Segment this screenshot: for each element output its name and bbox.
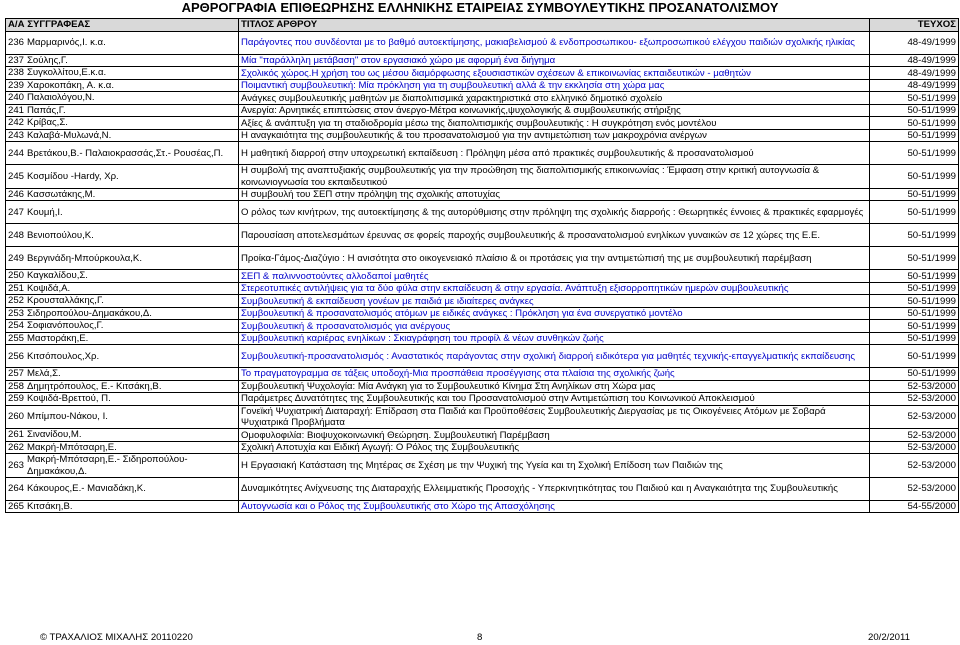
row-title: Αυτογνωσία και ο Ρόλος της Συμβουλευτικής στο Χώρο της Απασχόλησης [239, 500, 870, 512]
table-row [6, 405, 959, 429]
table-row [6, 79, 959, 91]
row-issue: 50-51/1999 [870, 345, 959, 368]
row-number-author [6, 393, 239, 405]
row-number-author [6, 282, 239, 294]
row-title: Παρουσίαση αποτελεσμάτων έρευνας σε φορείς παροχής συμβουλευτικής & προσανατολισμού ενηλίκων γυναικών σε 12 χώρες της Ε.Ε. [239, 224, 870, 247]
row-issue: 50-51/1999 [870, 104, 959, 116]
row-author: Κοσμίδου -Hardy, Χρ. [27, 170, 119, 182]
row-number-author [6, 188, 239, 200]
row-author: Κρίβας,Σ. [27, 117, 68, 129]
row-number-author [6, 307, 239, 319]
row-author: Κουμή,Ι. [27, 206, 63, 218]
row-number: 249 [8, 252, 25, 264]
table-row [6, 380, 959, 392]
row-number: 259 [8, 393, 25, 405]
page-footer [0, 632, 960, 645]
row-author: Κρουσταλλάκης,Γ. [27, 295, 104, 307]
row-issue: 48-49/1999 [870, 79, 959, 91]
row-title: Σχολικός χώρος.Η χρήση του ως μέσου διαμόρφωσης εξουσιαστικών σχέσεων & επικοινωνίας εκπαιδευτικών - μαθητών [239, 67, 870, 79]
row-title: Η Εργασιακή Κατάσταση της Μητέρας σε Σχέση με την Ψυχική της Υγεία και τη Σχολική Επίδοση των Παιδιών της [239, 454, 870, 478]
row-number-author [6, 129, 239, 141]
row-number-author [6, 79, 239, 91]
row-author: Παλαιολόγου,Ν. [27, 92, 95, 104]
row-title: Ποιμαντική συμβουλευτική: Μία πρόκληση για τη συμβουλευτική αλλά & την εκκλησία στη χώρα μας [239, 79, 870, 91]
row-number-author [6, 224, 239, 247]
row-number-author [6, 345, 239, 368]
row-author: Σοφιανόπουλος,Γ. [27, 320, 104, 332]
row-issue: 52-53/2000 [870, 429, 959, 441]
row-number: 260 [8, 411, 25, 423]
table-row [6, 129, 959, 141]
row-title: Ανεργία: Αρνητικές επιπτώσεις στον άνεργο-Μέτρα κοινωνικής,ψυχολογικής & συμβουλευτικής στήριξης [239, 104, 870, 116]
row-title: Συμβουλευτική Ψυχολογία: Μία Ανάγκη για το Συμβουλευτικό Κίνημα Στη Ανηλίκων στη Χώρα μας [239, 380, 870, 392]
table-header-row [6, 19, 959, 32]
row-author: Μελά,Σ. [27, 368, 61, 380]
row-title: ΣΕΠ & παλιννοστούντες αλλοδαποί μαθητές [239, 270, 870, 282]
row-number-author [6, 405, 239, 429]
row-number: 262 [8, 441, 25, 453]
table-row [6, 32, 959, 55]
table-row [6, 201, 959, 224]
row-number-author [6, 332, 239, 344]
row-author: Κοψιδά-Βρεττού, Π. [27, 393, 111, 405]
page-title: ΑΡΘΡΟΓΡΑΦΙΑ ΕΠΙΘΕΩΡΗΣΗΣ ΕΛΛΗΝΙΚΗΣ ΕΤΑΙΡΕΙΑΣ ΣΥΜΒΟΥΛΕΥΤΙΚΗΣ ΠΡΟΣΑΝΑΤΟΛΙΣΜΟΥ [181, 0, 779, 15]
row-issue: 50-51/1999 [870, 117, 959, 129]
table-row [6, 429, 959, 441]
table-row [6, 142, 959, 165]
row-number: 246 [8, 188, 25, 200]
row-issue: 50-51/1999 [870, 332, 959, 344]
row-author: Βρετάκου,Β.- Παλαιοκρασσάς,Στ.- Ρουσέας,Π. [27, 147, 224, 159]
row-title: Ανάγκες συμβουλευτικής μαθητών με διαπολιτισμικά χαρακτηριστικά στο ελληνικό δημοτικό σχολείο [239, 92, 870, 104]
row-number: 255 [8, 332, 25, 344]
row-issue: 50-51/1999 [870, 188, 959, 200]
row-number: 250 [8, 270, 25, 282]
table-row [6, 117, 959, 129]
row-title: Προίκα-Γάμος-Διαζύγιο : Η ανισότητα στο οικογενειακό πλαίσιο & οι προτάσεις για την αντιμετώπισή της με συμβουλευτική παρέμβαση [239, 247, 870, 270]
row-number-author [6, 67, 239, 79]
row-number-author [6, 247, 239, 270]
row-issue: 52-53/2000 [870, 380, 959, 392]
row-issue: 50-51/1999 [870, 282, 959, 294]
row-number: 247 [8, 206, 25, 218]
column-header-title: ΤΙΤΛΟΣ ΑΡΘΡΟΥ [239, 19, 870, 32]
row-title: Συμβουλευτική & προσανατολισμός ατόμων με ειδικές ανάγκες : Πρόκληση για ένα συνεργατικό μοντέλο [239, 307, 870, 319]
row-number-author [6, 201, 239, 224]
row-number: 244 [8, 147, 25, 159]
row-number: 242 [8, 117, 25, 129]
row-title: Η μαθητική διαρροή στην υποχρεωτική εκπαίδευση : Πρόληψη μέσα από πρακτικές συμβουλευτικής & προσανατολισμού [239, 142, 870, 165]
row-number-author [6, 295, 239, 307]
row-issue: 52-53/2000 [870, 405, 959, 429]
row-issue: 50-51/1999 [870, 224, 959, 247]
table-row [6, 441, 959, 453]
table-row [6, 165, 959, 189]
row-title: Η συμβουλή του ΣΕΠ στην πρόληψη της σχολικής αποτυχίας [239, 188, 870, 200]
row-title: Αξίες & ανάπτυξη για τη σταδιοδρομία μέσω της διαπολιτισμικής συμβουλευτικής : Η συγκρότηση ενός μοντέλου [239, 117, 870, 129]
row-number-author [6, 429, 239, 441]
row-number: 264 [8, 483, 25, 495]
table-row [6, 188, 959, 200]
row-number: 258 [8, 380, 25, 392]
row-author: Χαροκοπάκη, Α. κ.α. [27, 79, 114, 91]
row-number-author [6, 368, 239, 380]
row-number-author [6, 270, 239, 282]
row-author: Μακρή-Μπότσαρη,Ε.- Σιδηροπούλου-Δημακάκου,Δ. [27, 454, 188, 477]
table-row [6, 345, 959, 368]
row-issue: 52-53/2000 [870, 477, 959, 500]
row-issue: 48-49/1999 [870, 32, 959, 55]
row-issue: 52-53/2000 [870, 393, 959, 405]
row-number: 238 [8, 67, 25, 79]
row-number: 236 [8, 37, 25, 49]
row-issue: 50-51/1999 [870, 247, 959, 270]
row-number-author [6, 441, 239, 453]
row-issue: 50-51/1999 [870, 129, 959, 141]
row-author: Μαστοράκη,Ε. [27, 332, 89, 344]
row-number-author [6, 104, 239, 116]
row-number-author [6, 320, 239, 332]
row-number-author [6, 454, 239, 478]
row-author: Καγκαλίδου,Σ. [27, 270, 88, 282]
row-number-author [6, 117, 239, 129]
row-number: 251 [8, 282, 25, 294]
row-issue: 50-51/1999 [870, 307, 959, 319]
row-number: 256 [8, 350, 25, 362]
row-title: Στερεοτυπικές αντιλήψεις για τα δύο φύλα στην εκπαίδευση & στην εργασία. Ανάπτυξη εξισορροπητικών ημερών συμβουλευτικής [239, 282, 870, 294]
row-number: 253 [8, 307, 25, 319]
row-title: Συμβουλευτική & προσανατολισμός για ανέργους [239, 320, 870, 332]
row-number: 241 [8, 104, 25, 116]
row-title: Παράμετρες Δυνατότητες της Συμβουλευτικής και του Προσανατολισμού στην Αντιμετώπιση του Κοινωνικού Αποκλεισμού [239, 393, 870, 405]
row-title: Μία "παράλληλη μετάβαση" στον εργασιακό χώρο με αφορμή ένα διήγημα [239, 55, 870, 67]
row-number-author [6, 142, 239, 165]
row-number: 257 [8, 368, 25, 380]
row-title: Ο ρόλος των κινήτρων, της αυτοεκτίμησης & της αυτορύθμισης στην πρόληψη της σχολικής διαρροής : Θεωρητικές έννοιες & πρακτικές εφαρμογές [239, 201, 870, 224]
row-author: Κιτσόπουλος,Χρ. [27, 350, 100, 362]
row-number: 252 [8, 295, 25, 307]
row-number-author [6, 165, 239, 189]
row-number: 254 [8, 320, 25, 332]
table-row [6, 295, 959, 307]
footer-page-number: 8 [477, 632, 483, 643]
footer-date: 20/2/2011 [868, 632, 910, 643]
table-row [6, 270, 959, 282]
row-author: Μαρμαρινός,Ι. κ.α. [27, 37, 106, 49]
row-author: Σινανίδου,Μ. [27, 429, 82, 441]
row-author: Βεργινάδη-Μπούρκουλα,Κ. [27, 252, 142, 264]
row-issue: 48-49/1999 [870, 55, 959, 67]
row-number-author [6, 55, 239, 67]
row-number: 248 [8, 229, 25, 241]
row-number: 245 [8, 170, 25, 182]
row-title: Η αναγκαιότητα της συμβουλευτικής & του προσανατολισμού για την αντιμετώπιση των μακροχρόνια ανέργων [239, 129, 870, 141]
table-row [6, 332, 959, 344]
row-title: Η συμβολή της αναπτυξιακής συμβουλευτικής για την προώθηση της διαπολιτισμικής επικοινωνίας : Έμφαση στην κριτική αυτογνωσία & κοινωνιογνωσία του εκπαιδευτικού [239, 165, 870, 189]
row-issue: 50-51/1999 [870, 92, 959, 104]
row-issue: 48-49/1999 [870, 67, 959, 79]
row-author: Καλαβά-Μυλωνά,Ν. [27, 129, 112, 141]
table-row [6, 307, 959, 319]
row-author: Σιδηροπούλου-Δημακάκου,Δ. [27, 307, 152, 319]
row-issue: 50-51/1999 [870, 201, 959, 224]
table-row [6, 247, 959, 270]
table-row [6, 393, 959, 405]
table-row [6, 224, 959, 247]
table-row [6, 454, 959, 478]
row-author: Βενιοπούλου,Κ. [27, 229, 94, 241]
row-issue: 50-51/1999 [870, 142, 959, 165]
row-issue: 52-53/2000 [870, 454, 959, 478]
row-title: Ομοφυλοφιλία: Βιοψυχοκοινωνική Θεώρηση. Συμβουλευτική Παρέμβαση [239, 429, 870, 441]
row-issue: 50-51/1999 [870, 320, 959, 332]
row-number: 263 [8, 460, 25, 472]
row-title: Σχολική Αποτυχία και Ειδική Αγωγή: Ο Ρόλος της Συμβουλευτικής [239, 441, 870, 453]
row-author: Μακρή-Μπότσαρη,Ε. [27, 441, 117, 453]
table-row [6, 500, 959, 512]
row-issue: 50-51/1999 [870, 295, 959, 307]
table-row [6, 92, 959, 104]
column-header-issue: ΤΕΥΧΟΣ [870, 19, 959, 32]
row-issue: 50-51/1999 [870, 368, 959, 380]
row-author: Δημητρόπουλος, Ε.- Κιτσάκη,Β. [27, 380, 162, 392]
row-issue: 50-51/1999 [870, 270, 959, 282]
table-row [6, 282, 959, 294]
table-row [6, 368, 959, 380]
articles-table [5, 18, 959, 513]
row-author: Κιτσάκη,Β. [27, 500, 73, 512]
row-title: Δυναμικότητες Ανίχνευσης της Διαταραχής Ελλειμματικής Προσοχής - Υπερκινητικότητας του Παιδιού και η Αναγκαιότητα της Συμβουλευτικής [239, 477, 870, 500]
row-number-author [6, 500, 239, 512]
row-number: 237 [8, 55, 25, 66]
row-number: 261 [8, 429, 25, 441]
table-row [6, 67, 959, 79]
column-header-number-author: Α/Α ΣΥΓΓΡΑΦΕΑΣ [6, 19, 239, 32]
row-title: Συμβουλευτική-προσανατολισμός : Αναστατικός παράγοντας στην σχολική διαρροή ειδικότερα για μαθητές τεχνικής-επαγγελματικής εκπαίδευσης [239, 345, 870, 368]
row-author: Παπάς,Γ. [27, 104, 66, 116]
row-issue: 54-55/2000 [870, 500, 959, 512]
table-row [6, 477, 959, 500]
row-title: Γονεϊκή Ψυχιατρική Διαταραχή: Επίδραση στα Παιδιά και Προϋποθέσεις Συμβουλευτικής Διεργασίας με τις Οικογένειες Ατόμων με Σοβαρά Ψυχιατρικά Προβλήματα [239, 405, 870, 429]
row-issue: 50-51/1999 [870, 165, 959, 189]
table-row [6, 320, 959, 332]
row-issue: 52-53/2000 [870, 441, 959, 453]
table-row [6, 55, 959, 67]
row-author: Σούλης,Γ. [27, 55, 68, 66]
row-number-author [6, 380, 239, 392]
row-number: 240 [8, 92, 25, 104]
row-title: Παράγοντες που συνδέονται με το βαθμό αυτοεκτίμησης, μακιαβελισμού & ενδοπροσωπικου- εξωπροσωπικού ελέγχου παιδιών σχολικής ηλικίας [239, 32, 870, 55]
row-author: Μπίμπου-Νάκου, Ι. [27, 411, 108, 423]
row-author: Κοψιδά,Α. [27, 282, 71, 294]
row-number-author [6, 92, 239, 104]
row-number: 239 [8, 79, 25, 91]
row-author: Κασσωτάκης,Μ. [27, 188, 96, 200]
row-title: Συμβουλευτική καριέρας ενηλίκων : Σκιαγράφηση του προφίλ & νέων συνθηκών ζωής [239, 332, 870, 344]
footer-copyright: © ΤΡΑΧΑΛΙΟΣ ΜΙΧΑΛΗΣ 20110220 [40, 632, 193, 643]
row-author: Κάκουρος,Ε.- Μανιαδάκη,Κ. [27, 483, 146, 495]
row-title: Συμβουλευτική & εκπαίδευση γονέων με παιδιά με ιδιαίτερες ανάγκες [239, 295, 870, 307]
row-number-author [6, 477, 239, 500]
row-number: 243 [8, 129, 25, 141]
row-title: Το πραγματογραμμα σε τάξεις υποδοχή-Μια προσπάθεια προσέγγισης στα πλαίσια της σχολικής ζωής [239, 368, 870, 380]
row-number-author [6, 32, 239, 55]
row-number: 265 [8, 500, 25, 512]
row-author: Συγκολλίτου,Ε.κ.α. [27, 67, 107, 79]
table-row [6, 104, 959, 116]
